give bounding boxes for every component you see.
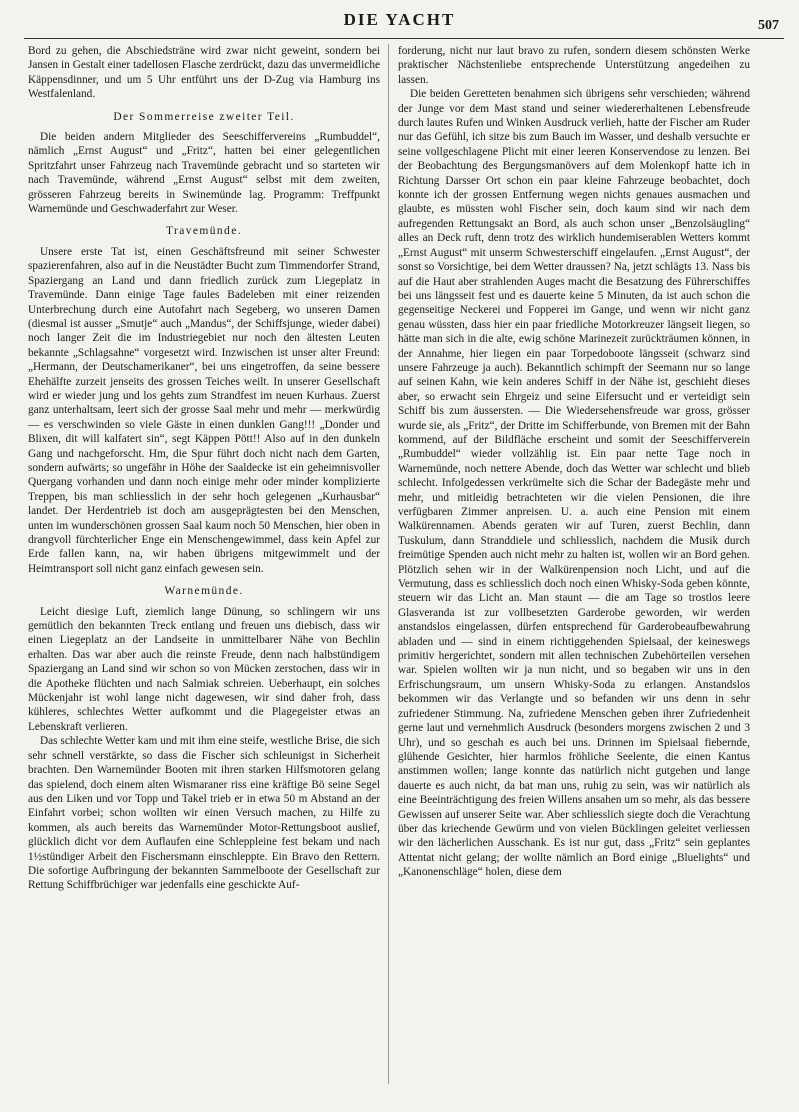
column-divider xyxy=(388,44,389,1084)
section-heading: Travemünde. xyxy=(166,225,242,238)
paragraph: Die beiden Geretteten benahmen sich übrigens sehr verschieden; während der Junge vor dem Mast stand und seiner wiedererhaltenen Lebensfreude durch lautes Rufen und Winken Ausdruck verlieh, hatte der Fischer am Ruder nur das Gefühl, ich sitze bis zum Bauch im Wasser, und deshalb versuchte er seine vollgeschlagene Plicht mit einer leeren Konservendose zu lenzen. Bei der Beobachtung des Bergungsmanövers auf dem Molenkopf hatte ich in Richtung Darsser Ort schon ein paar kleine Fahrzeuge beobachtet, doch konnte ich der grossen Entfernung wegen nichts genaues ausmachen und glaubte, es müssten wohl Fischer sein, doch kaum sind wir nach dem aufregenden Rettungsakt an Bord, als auch schon unser „Benzolsäugling“ alles an Deck ruft, denn trotz des wirklich hundemiserablen Wetters kommt „Ernst August“ mit unserm Schwesterschiff eingelaufen. „Ernst August“, der sonst so Vorsichtige, bei dem Wetter draussen? Na, jetzt schlägts 13. Nass bis auf die Haut aber strahlenden Auges macht die Besatzung des Führerschiffes bei uns längsseit fest und es dauerte keine 5 Minuten, da ist auch schon die gegenseitige Neckerei und Fopperei im Gange, und wenn wir nicht ganz genau wüssten, dass hier ein paar friedliche Motorkreuzer längseit liegen, so hätte man sich in die alte, ewig schöne Marinezeit zurückträumen können, in der Annahme, hier liegen ein paar Torpedoboote längsseit (schwarz sind unsere Fahrzeuge ja auch). Bekanntlich schimpft der Seemann nur so lange auf seinen Kahn, wie kein anderes Schiff in der Nähe ist, geschieht dieses aber, so erwacht sein Ehrgeiz und seine Eifersucht und er verteidigt sein Schiff bis zum äussersten. — Die Wiedersehensfreude war gross, grösser wurde sie, als „Fritz“, der Dritte im Schifferbunde, von Bremen mit der Bahn kommend, auf der Bildfläche erscheint und somit der Seeschifferverein „Rumbuddel“ wieder vollzählig ist. Ein paar nette Tage noch in Warnemünde, noch nettere Abende, doch das Wetter war schlecht und blieb schlecht. Infolgedessen verkrümelte sich die Schar der Badegäste mehr und mehr, und mitleidig betrachteten wir die vielen Pensionen, die ihre verfügbaren Zimmer anpreisen. U. a. auch eine Pension mit einem Walkürennamen. Abends geraten wir auf Turen, zuerst Bechlin, dann Tuskulum, dann Stranddiele und schliesslich, nachdem die Musik durch freimütige Spenden auch nicht mehr zu halten ist, wollen wir an Bord gehen. Plötzlich sehen wir in der Walkürenpension noch Licht, und auf die Vermutung, dass es schliesslich doch noch einen Whisky-Soda geben könnte, steuern wir das Licht an. Man staunt — die am Tage so trostlos leere Glasveranda ist zur vollbesetzten Garderobe geworden, wir werden anstandslos eingelassen, dürfen entsprechend für Garderobeaufbewahrung abladen und — sind in einem richtiggehenden Spielsaal, der keineswegs primitiv hergerichtet, sondern mit allen technischen Zubehörteilen versehen war. Spielen wollten wir ja nun nicht, und so begaben wir uns in den Erfrischungsraum, um unsern Whisky-Soda zu erlangen. Anstandslos bekommen wir das Verlangte und so befanden wir uns denn in sehr zufriedener Stimmung. Na, zufriedene Menschen geben ihrer Zufriedenheit gerne laut und vernehmlich Ausdruck (besonders morgens zwischen 2 und 3 Uhr), und so geschah es auch bei uns. Drinnen im Spielsaal fiebernde, glühende Gesichter, hier harmlos fröhliche Seelente, die einen Kantus anstimmen wollen; lange konnte das natürlich nicht gutgehen und lange dauerte es auch nicht, da bat man uns, ruhig zu sein, was wir natürlich als eine Beeinträchtigung des freien Willens ansahen um so mehr, als das bessere Gewissen auf unserer Seite war. Aber schliesslich siegte doch die Verachtung über das kriechende Gewürm und von vielen Bücklingen geleitet verliessen wir den lächerlichen Ausschank. Es ist nur gut, dass „Fritz“ sein geplantes Attentat nicht gelang; der wollte nämlich an Bord einige „Bluelights“ und „Kanonenschläge“ holen, diese dem xyxy=(398,88,750,879)
left-column xyxy=(28,44,380,893)
paragraph: Bord zu gehen, die Abschiedsträne wird zwar nicht geweint, sondern bei Jansen in Gestalt einer tadellosen Flasche zerdrückt, dazu das unvermeidliche Käppensdinner, und um 5 Uhr entführt uns der D-Zug via Hamburg ins Westfalenland. xyxy=(28,45,380,101)
right-column xyxy=(398,44,750,880)
paragraph: Unsere erste Tat ist, einen Geschäftsfreund mit seiner Schwester spazierenfahren, also auf in die Neustädter Bucht zum Timmendorfer Strand, Spaziergang an Land und dann friedlich zurück zum Liegeplatz in Travemünde. Dann einige Tage faules Badeleben mit einer reizenden Unterbrechung durch eine Autofahrt nach Segeberg, wo unseren Damen (diesmal ist ausser „Smutje“ auch „Mandus“, der Schiffsjunge, wieder dabei) noch langer Zeit die im Industriegebiet nur noch den ältesten Leuten bekannte „Schlagsahne“ vorgesetzt wird. Inzwischen ist unser alter Freund: „Hermann, der Deutschamerikaner“, bei uns eingetroffen, da seine bessere Ehehälfte zurzeit jenseits des grossen Teiches weilt. In unserer Gesellschaft wird er wieder jung und los gehts zum Strandfest im neuen Kurhaus. Zuerst ganz unterhaltsam, leert sich der grosse Saal mehr und mehr — merkwürdig — es verschwinden so viele Gäste in einen dunklen Gang!!! „Donder und Blixen, dit will kalfatert sin“, segt Käppen Pött!! Also auf in den dunkeln Gang und nachgeforscht. Hm, die Spur führt doch nicht nach dem Garten, sondern aufwärts; so ungefähr in Höhe der Saaldecke ist ein geheimnisvoller Quergang vorhanden und dann noch einige mehr oder minder komplizierte Treppen, bis man schliesslich in der sehr hoch gelegenen „Kurhausbar“ landet. Der Herdentrieb ist doch am ausgeprägtesten bei den Menschen, unten im wunderschönen grossen Saal kaum noch 50 Menschen, hier oben in drangvoll fürchterlicher Enge ein Menschengewimmel, dass kein Apfel zur Erde fallen kann, na, wir haben übrigens mitgewimmelt und der Heimtransport soll nicht ganz einfach gewesen sein. xyxy=(28,245,380,575)
paragraph: Die beiden andern Mitglieder des Seeschiffervereins „Rumbuddel“, nämlich „Ernst August“ und „Fritz“, hatten bei einer gelegentlichen Spritzfahrt unser Fahrzeug nach Travemünde gebracht und so starteten wir nach Travemünde, während „Ernst August“ selbst mit dem zweiten, grösseren Fahrzeug bereits in Swinemünde lag. Programm: Treffpunkt Warnemünde und Geschwaderfahrt zur Weser. xyxy=(28,131,380,216)
section-heading: Warnemünde. xyxy=(164,585,244,598)
header-rule xyxy=(24,38,784,39)
paragraph: Das schlechte Wetter kam und mit ihm eine steife, westliche Brise, die sich sehr schnell verstärkte, so dass die Fischer sich schleunigst in Sicherheit brachten. Den Warnemünder Booten mit ihren starken Hilfsmotoren gelang das spielend, doch einem alten Wismaraner riss eine kräftige Bö seine Segel aus den Liken und vor Topp und Takel trieb er in etwa 50 m Abstand an der Einfahrt vorbei; schon wollten wir einen Versuch machen, zu Hilfe zu kommen, als auch bereits das Warnemünder Motor-Rettungsboot auslief, glücklich dicht vor dem Auflaufen eine Schleppleine fest bekam und nach 1½stündiger Arbeit den Fischersmann einschleppte. Ein Bravo den Rettern. Die sofortige Aufbringung der bekannten Sammelboote der Gesellschaft zur Rettung Schiffbrüchiger war jedenfalls eine geschickte Auf- xyxy=(28,735,380,892)
section-heading: Der Sommerreise zweiter Teil. xyxy=(113,110,295,123)
page-title: DIE YACHT xyxy=(343,10,456,29)
page-number: 507 xyxy=(758,18,779,33)
paragraph: forderung, nicht nur laut bravo zu rufen, sondern diesem schönsten Werke praktischer Nächstenliebe entsprechende Unterstützung angedeihen zu lassen. xyxy=(398,45,750,86)
paragraph: Leicht diesige Luft, ziemlich lange Dünung, so schlingern wir uns gemütlich den bekannten Treck entlang und freuen uns diebisch, dass wir einen Liegeplatz an der Landseite in unmittelbarer Nähe von Bechlin erhalten. Das war aber auch die reinste Freude, denn nach halbstündigem Spaziergang an Land sind wir schon so von Mücken zerstochen, dass wir in die Apotheke flüchten und nach Salmiak schreien. Ueberhaupt, ein solches Mückenjahr ist wohl lange nicht dagewesen, wir sind daher froh, dass kühleres, schlechtes Wetter aufkommt und die Plagegeister etwas an Lebenskraft verlieren. xyxy=(28,605,380,733)
